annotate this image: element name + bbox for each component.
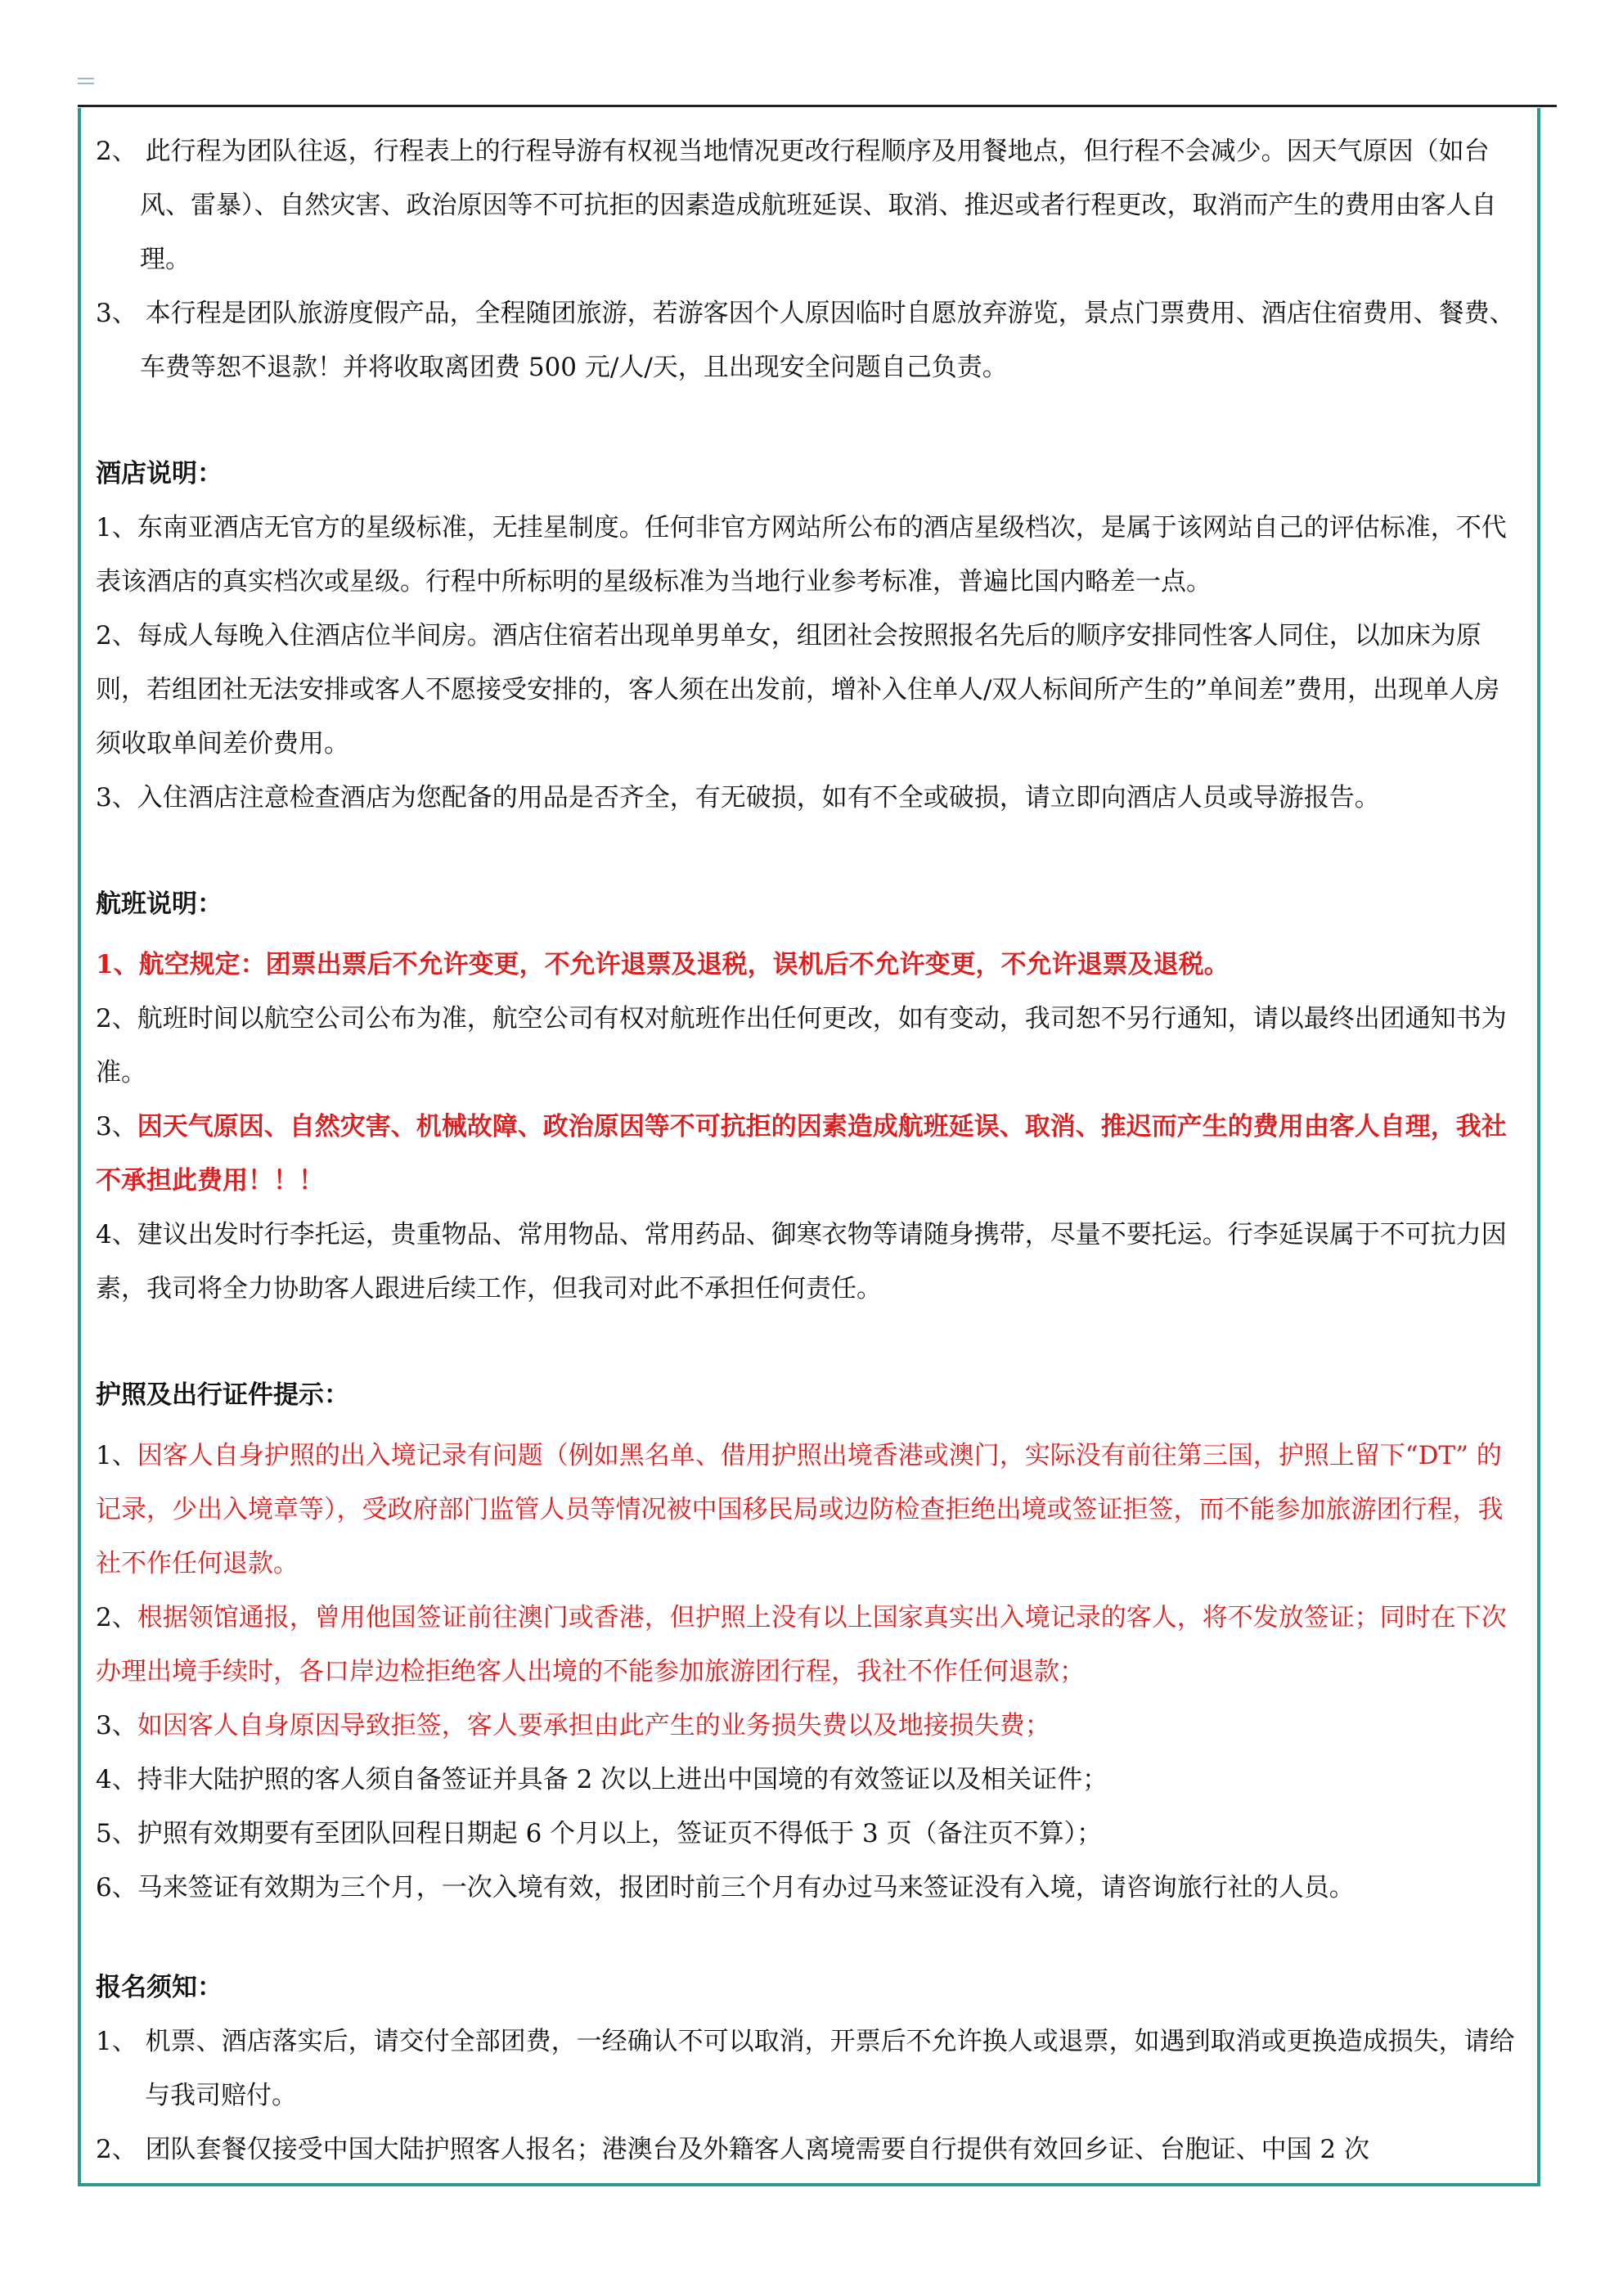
flight-item-4: 4、建议出发时行李托运，贵重物品、常用物品、常用药品、御寒衣物等请随身携带，尽量不要托运。行李延误属于不可抗力因素，我司将全力协助客人跟进后续工作，但我司对此不承担任何责任。 — [96, 1220, 1507, 1303]
hotel-item-2: 2、每成人每晚入住酒店位半间房。酒店住宿若出现单男单女，组团社会按照报名先后的顺序安排同性客人同住，以加床为原则，若组团社无法安排或客人不愿接受安排的，客人须在出发前，增补入住单人/双人标间所产生的”单间差”费用，出现单人房须收取单间差价费用。 — [96, 621, 1500, 759]
passport-item-2 — [96, 1591, 1521, 1699]
hotel-item-1: 1、东南亚酒店无官方的星级标准，无挂星制度。任何非官方网站所公布的酒店星级档次，是属于该网站自己的评估标准，不代表该酒店的真实档次或星级。行程中所标明的星级标准为当地行业参考标准，普遍比国内略差一点。 — [96, 513, 1507, 597]
signup-item-2: 2、 团队套餐仅接受中国大陆护照客人报名；港澳台及外籍客人离境需要自行提供有效回乡证、台胞证、中国 2 次 — [96, 2135, 1370, 2164]
intro-item-2: 2、 此行程为团队往返，行程表上的行程导游有权视当地情况更改行程顺序及用餐地点，但行程不会减少。因天气原因（如台风、雷暴）、自然灾害、政治原因等不可抗拒的因素造成航班延误、取消、推迟或者行程更改，取消而产生的费用由客人自理。 — [96, 137, 1497, 274]
passport-item-6: 6、马来签证有效期为三个月，一次入境有效，报团时前三个月有办过马来签证没有入境，请咨询旅行社的人员。 — [96, 1873, 1355, 1902]
passport-item-3-text: 如因客人自身原因导致拒签，客人要承担由此产生的业务损失费以及地接损失费； — [137, 1711, 1050, 1740]
passport-item-5: 5、护照有效期要有至团队回程日期起 6 个月以上，签证页不得低于 3 页（备注页不算）； — [96, 1819, 1103, 1848]
passport-section-title: 护照及出行证件提示： — [96, 1380, 349, 1410]
passport-item-1 — [96, 1429, 1521, 1591]
passport-item-2-prefix: 2、 — [96, 1603, 137, 1632]
passport-item-1-prefix: 1、 — [96, 1441, 137, 1470]
hotel-section-title: 酒店说明： — [96, 459, 223, 488]
intro-item-3: 3、 本行程是团队旅游度假产品，全程随团旅游，若游客因个人原因临时自愿放弃游览，景点门票费用、酒店住宿费用、餐费、车费等恕不退款！并将收取离团费 500 元/人/天，且出现安全问题自己负责。 — [96, 299, 1515, 382]
header-rule — [78, 105, 1557, 107]
hotel-item-3: 3、入住酒店注意检查酒店为您配备的用品是否齐全，有无破损，如有不全或破损，请立即向酒店人员或导游报告。 — [96, 783, 1380, 813]
signup-section-title: 报名须知： — [96, 1973, 223, 2002]
passport-item-3-prefix: 3、 — [96, 1711, 137, 1740]
passport-item-3 — [96, 1699, 1521, 1753]
flight-section-title: 航班说明： — [96, 889, 223, 919]
flight-item-3-prefix: 3、 — [96, 1112, 137, 1141]
flight-item-3 — [96, 1100, 1521, 1208]
flight-item-2: 2、航班时间以航空公司公布为准，航空公司有权对航班作出任何更改，如有变动，我司恕不另行通知，请以最终出团通知书为准。 — [96, 1004, 1507, 1087]
flight-item-3-text: 因天气原因、自然灾害、机械故障、政治原因等不可抗拒的因素造成航班延误、取消、推迟而产生的费用由客人自理，我社不承担此费用！！！ — [96, 1112, 1507, 1195]
flight-item-1: 1、航空规定：团票出票后不允许变更，不允许退票及退税，误机后不允许变更，不允许退票及退税。 — [96, 950, 1230, 979]
content-frame — [78, 108, 1540, 2186]
passport-item-2-text: 根据领馆通报，曾用他国签证前往澳门或香港，但护照上没有以上国家真实出入境记录的客人，将不发放签证；同时在下次办理出境手续时，各口岸边检拒绝客人出境的不能参加旅游团行程，我社不作任何退款； — [96, 1603, 1507, 1686]
signup-item-1: 1、 机票、酒店落实后，请交付全部团费，一经确认不可以取消，开票后不允许换人或退票，如遇到取消或更换造成损失，请给与我司赔付。 — [96, 2027, 1515, 2110]
passport-item-1-text: 因客人自身护照的出入境记录有问题（例如黑名单、借用护照出境香港或澳门，实际没有前往第三国，护照上留下“DT” 的记录，少出入境章等），受政府部门监管人员等情况被中国移民局或边防检查拒绝出境或签证拒签，而不能参加旅游团行程，我社不作任何退款。 — [96, 1441, 1504, 1578]
header-mark — [78, 78, 94, 84]
passport-item-4: 4、持非大陆护照的客人须自备签证并具备 2 次以上进出中国境的有效签证以及相关证件； — [96, 1765, 1108, 1794]
